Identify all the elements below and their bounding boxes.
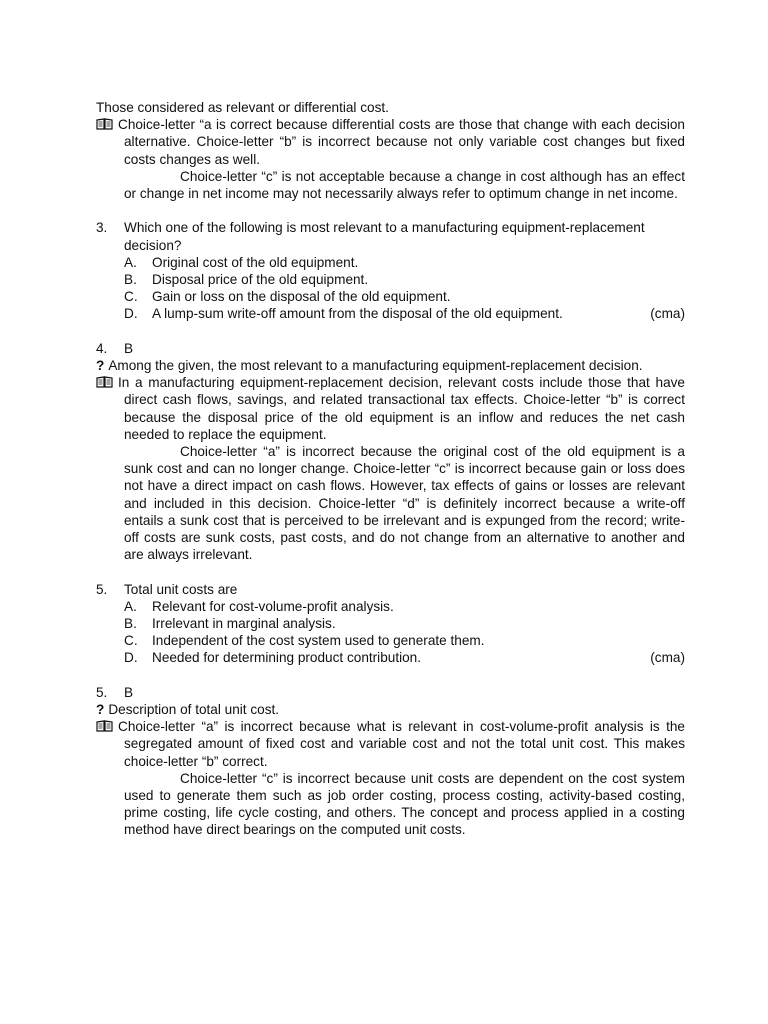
question-5: 5. Total unit costs are xyxy=(96,581,238,597)
open-book-icon xyxy=(96,118,113,130)
option-c: C. Independent of the cost system used to generate them. xyxy=(124,633,485,649)
explanation-paragraph-2: Choice-letter “c” is not acceptable because a change in cost although has an effect or change in net income may not necessarily always refer to optimum change in net income. xyxy=(124,168,685,202)
document-page xyxy=(96,99,685,839)
source-tag: (cma) xyxy=(650,650,685,666)
answer-4-explanation-2: Choice-letter “a” is incorrect because the original cost of the old equipment is a sunk cost and can no longer change. Choice-letter “c” is incorrect because gain or loss does not have a direct impact on cash flows. However, tax effects of gains or losses are relevant and included in this decision. Choice-letter “d” is definitely incorrect because a write-off entails a sunk cost that is perceived to be irrelevant and is expunged from the record; write-off costs are sunk costs, past costs, and do not change from an alternative to another and are always irrelevant. xyxy=(124,444,685,563)
option-b: B. Disposal price of the old equipment. xyxy=(124,272,369,288)
answer-5-explanation-2: Choice-letter “c” is incorrect because unit costs are dependent on the cost system used to generate them such as job order costing, process costing, activity-based costing, prime costing, life cycle costing, and others. The concept and process applied in a costing method have direct bearings on the computed unit costs. xyxy=(124,770,685,838)
question-3: 3. Which one of the following is most relevant to a manufacturing equipment-replacement decision? xyxy=(96,220,645,253)
option-b: B. Irrelevant in marginal analysis. xyxy=(124,616,336,632)
question-mark-icon: ? xyxy=(96,702,105,718)
answer-5-explanation: Choice-letter “a” is incorrect because what is relevant in cost-volume-profit analysis is the segregated amount of fixed cost and variable cost and not the total unit cost. This makes choice-letter “b” correct. xyxy=(96,718,685,770)
question-mark-icon: ? xyxy=(96,358,105,374)
option-d: D. A lump-sum write-off amount from the disposal of the old equipment. (cma) xyxy=(124,306,685,322)
option-a: A. Original cost of the old equipment. xyxy=(124,254,359,270)
option-c: C. Gain or loss on the disposal of the old equipment. xyxy=(124,289,451,305)
explanation-paragraph: Choice-letter “a is correct because differential costs are those that change with each decision alternative. Choice-letter “b” is incorrect because not only variable cost changes but fixed costs changes as well. xyxy=(96,116,685,168)
source-tag: (cma) xyxy=(650,306,685,322)
open-book-icon xyxy=(96,376,113,388)
answer-4-explanation: In a manufacturing equipment-replacement decision, relevant costs include those that have direct cash flows, savings, and related transactional tax effects. Choice-letter “b” is correct because the disposal price of the old equipment is an inflow and reduces the net cash needed to replace the equipment. xyxy=(96,374,685,443)
answer-5-description: ? Description of total unit cost. xyxy=(96,702,280,718)
option-a: A. Relevant for cost-volume-profit analysis. xyxy=(124,598,394,614)
answer-description: Those considered as relevant or differential cost. xyxy=(96,100,389,115)
answer-5-heading: 5. B xyxy=(96,684,134,700)
option-d: D. Needed for determining product contribution. (cma) xyxy=(124,650,685,666)
open-book-icon xyxy=(96,720,113,732)
answer-4-heading: 4. B xyxy=(96,340,134,356)
answer-4-description: ? Among the given, the most relevant to a manufacturing equipment-replacement decision. xyxy=(96,358,643,374)
